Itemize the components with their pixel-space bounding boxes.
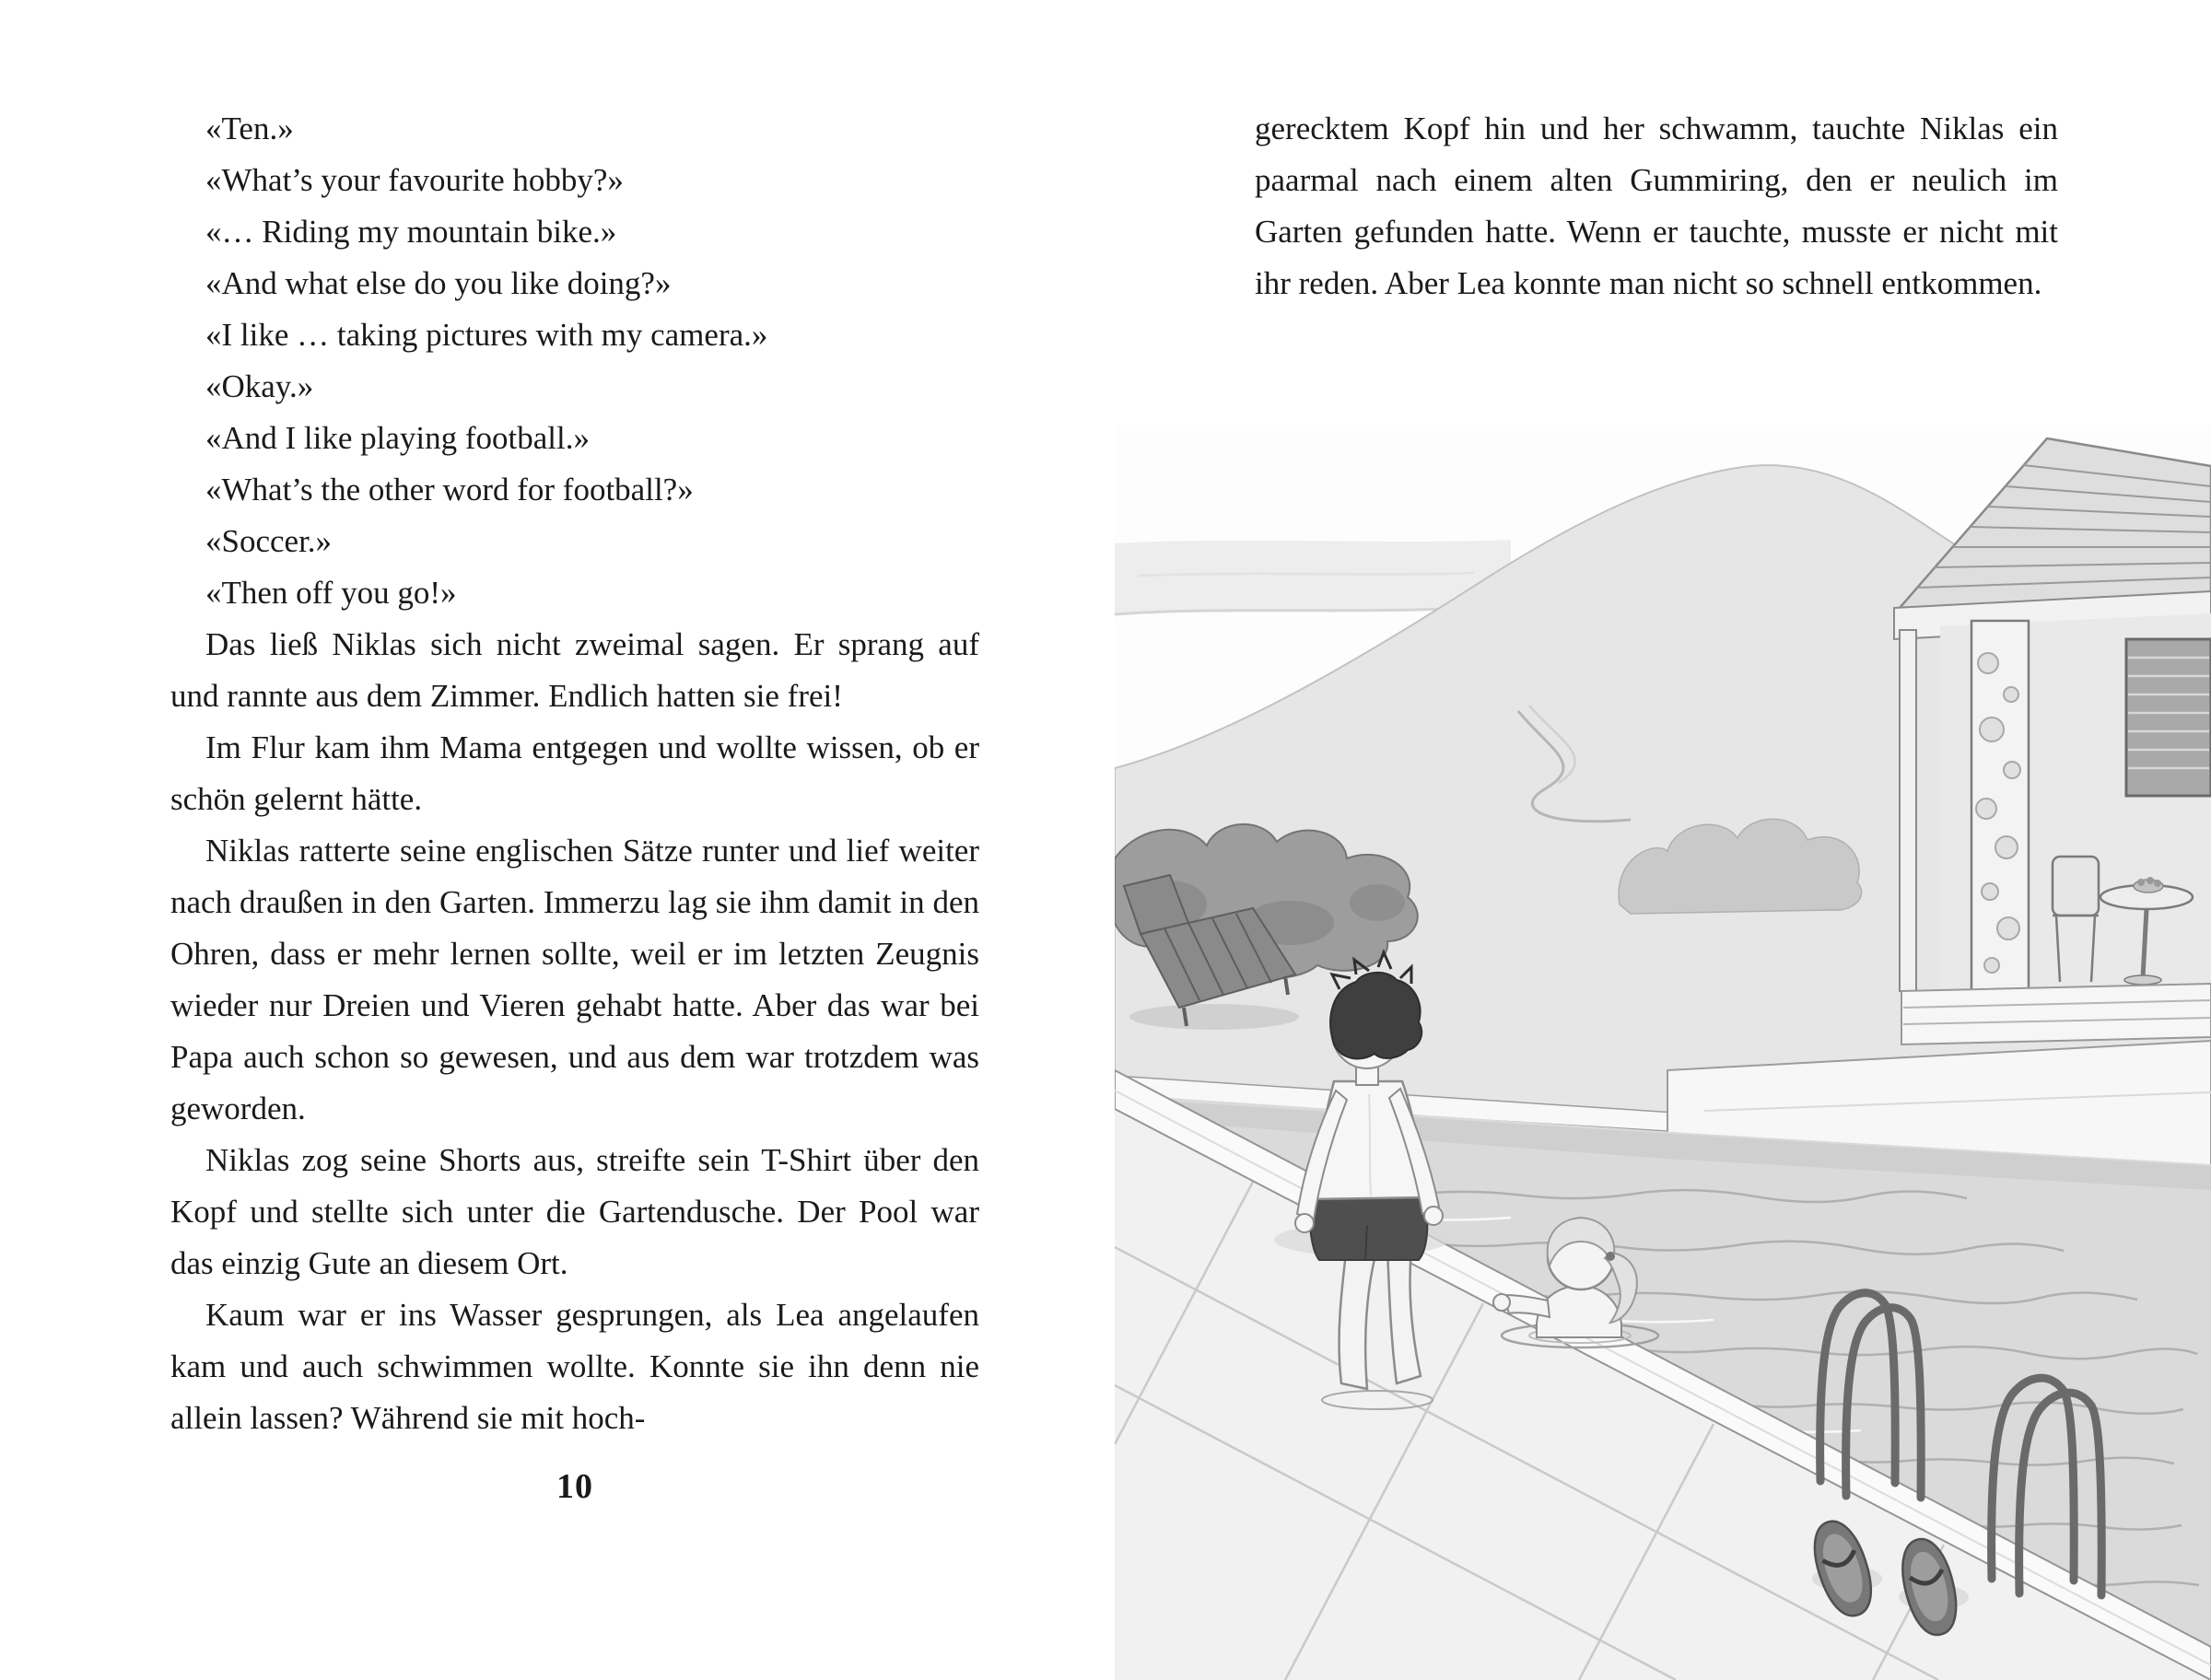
- paragraph: Kaum war er ins Wasser gesprungen, als Lea angelaufen kam und auch schwimmen wollte. Konnte sie ihn denn nie allein lassen? Während sie mit hoch-: [170, 1297, 979, 1436]
- dialogue-line: «Okay.»: [205, 368, 314, 404]
- paragraph: Das ließ Niklas sich nicht zweimal sagen. Er sprang auf und rannte aus dem Zimmer. Endlich hatten sie frei!: [170, 626, 979, 714]
- paragraph: Niklas zog seine Shorts aus, streifte sein T-Shirt über den Kopf und stellte sich unter die Gartendusche. Der Pool war das einzig Gute an diesem Ort.: [170, 1142, 979, 1281]
- boy-shorts: [1309, 1194, 1427, 1260]
- dialogue-line: «Then off you go!»: [205, 575, 457, 611]
- paragraph: gerecktem Kopf hin und her schwamm, tauchte Niklas ein paarmal nach einem alten Gummiring, den er neulich im Garten gefunden hatte. Wenn er tauchte, musste er nicht mit ihr reden. Aber Lea konnte man nicht so schnell entkommen.: [1255, 111, 2058, 301]
- stone-column: [1971, 621, 2029, 993]
- window: [2126, 639, 2211, 796]
- dialogue-line: «Ten.»: [205, 111, 294, 146]
- paragraph: Im Flur kam ihm Mama entgegen und wollte wissen, ob er schön gelernt hätte.: [170, 729, 979, 817]
- page-number: 10: [556, 1467, 593, 1506]
- right-page: [1255, 103, 2058, 309]
- dialogue-line: «What’s your favourite hobby?»: [205, 162, 624, 198]
- house-steps: [1901, 984, 2211, 1044]
- dialogue-line: «And I like playing football.»: [205, 420, 591, 456]
- dialogue-line: «Soccer.»: [205, 523, 333, 559]
- dialogue-line: «… Riding my mountain bike.»: [205, 214, 617, 250]
- pool-scene-illustration: [1115, 426, 2211, 1680]
- dialogue-line: «And what else do you like doing?»: [205, 265, 672, 301]
- paragraph: Niklas ratterte seine englischen Sätze runter und lief weiter nach draußen in den Garten. Immerzu lag sie ihm damit in den Ohren, dass er mehr lernen sollte, weil er im letzten Zeugnis wieder nur Dreien und Vieren gehabt hatte. Aber das war bei Papa auch schon so gewesen, und aus dem war trotzdem was geworden.: [170, 833, 979, 1126]
- porch-post: [1900, 630, 1916, 991]
- dialogue-line: «I like … taking pictures with my camera.»: [205, 317, 768, 353]
- dialogue-line: «What’s the other word for football?»: [205, 472, 694, 508]
- left-page: [170, 103, 979, 1512]
- girl-hand: [1493, 1294, 1510, 1311]
